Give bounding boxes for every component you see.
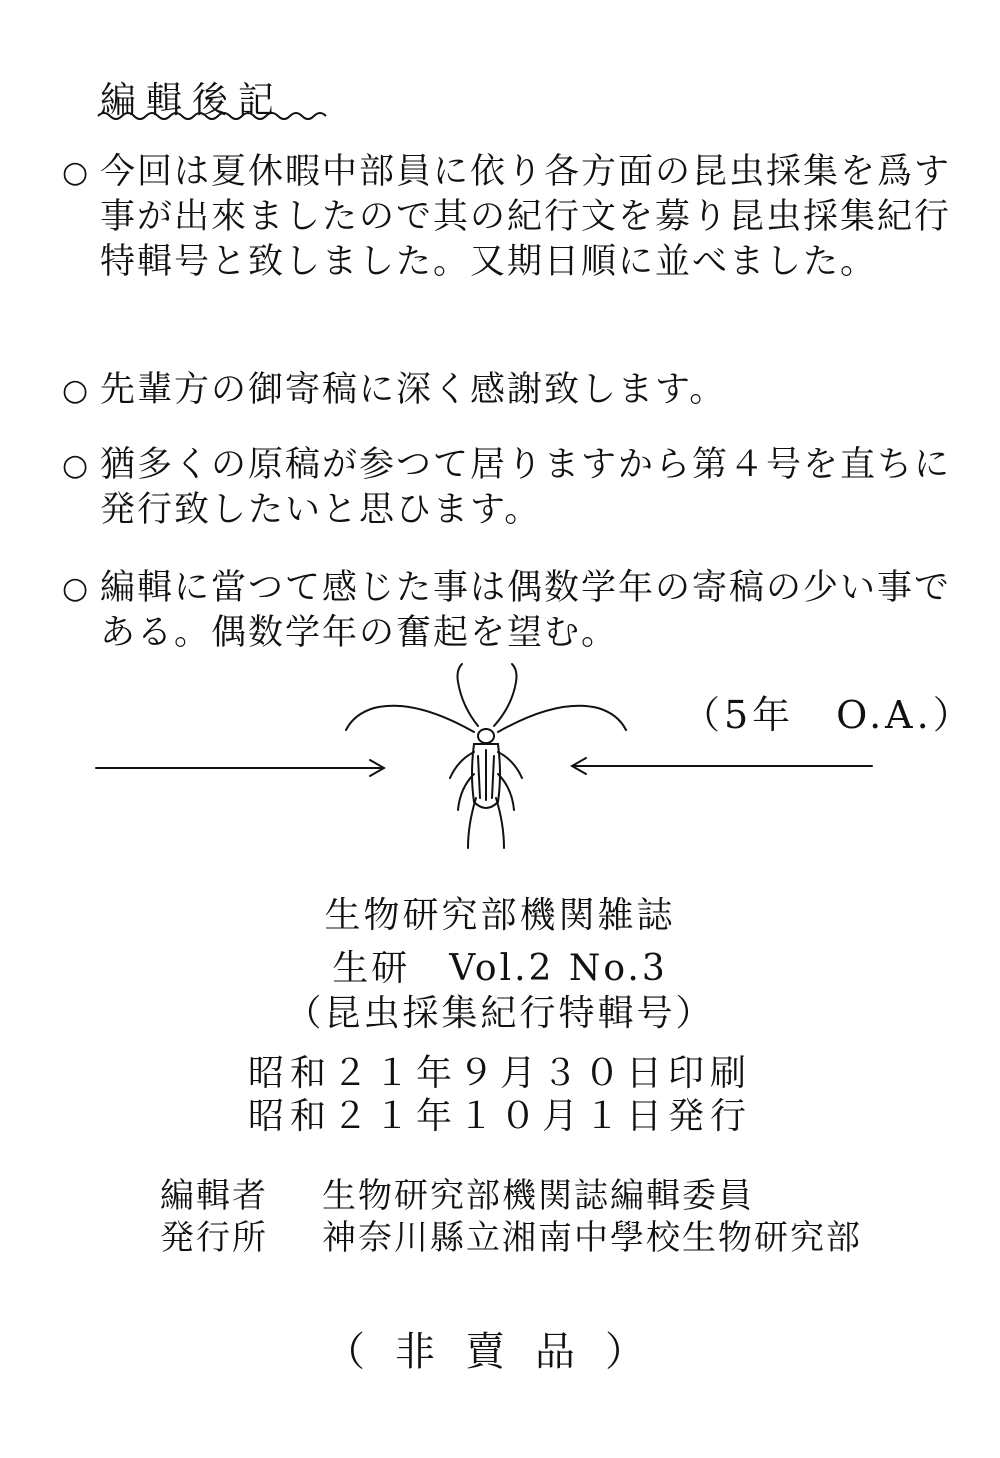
note-text: 先輩方の御寄稿に深く感謝致します。 (100, 370, 727, 410)
note-item (62, 566, 962, 656)
publisher-label: 発行所 (160, 1218, 268, 1258)
author-signature: （5年 O.A.） (682, 693, 975, 737)
note-text: 今回は夏休暇中部員に依り各方面の昆虫採集を爲す事が出來ましたので其の紀行文を募り昆虫採集紀行特輯号と致しました。又期日順に並べました。 (100, 152, 952, 282)
print-date: 昭和２１年９月３０日印刷 (247, 1053, 752, 1094)
bullet-circle-icon: ○ (62, 448, 91, 483)
issue-number: 生研 Vol.2 No.3 (332, 948, 668, 989)
editorial-postscript-heading: 編輯後記 (100, 80, 285, 121)
note-text: 編輯に當つて感じた事は偶数学年の寄稿の少い事である。偶数学年の奮起を望む。 (100, 568, 952, 653)
publisher-row (160, 1210, 862, 1259)
issue-subtitle: （昆虫採集紀行特輯号） (285, 993, 715, 1034)
bullet-circle-icon: ○ (62, 155, 91, 190)
publisher-name: 神奈川縣立湘南中學校生物研究部 (322, 1218, 862, 1258)
editor-label: 編輯者 (160, 1176, 268, 1216)
note-text: 猶多くの原稿が参つて居りますから第４号を直ちに発行致したいと思ひます。 (100, 445, 952, 530)
beetle-illustration-icon (90, 660, 890, 870)
heading-wavy-underline (96, 108, 336, 124)
bullet-circle-icon: ○ (62, 373, 91, 408)
publish-date: 昭和２１年１０月１日発行 (247, 1096, 752, 1137)
editor-name: 生物研究部機関誌編輯委員 (322, 1176, 754, 1216)
bullet-circle-icon: ○ (62, 571, 91, 606)
not-for-sale-label: （非賣品） (325, 1329, 675, 1375)
note-item (62, 150, 962, 285)
note-item (62, 443, 962, 533)
journal-name: 生物研究部機関雑誌 (324, 895, 676, 936)
note-item (62, 368, 962, 413)
